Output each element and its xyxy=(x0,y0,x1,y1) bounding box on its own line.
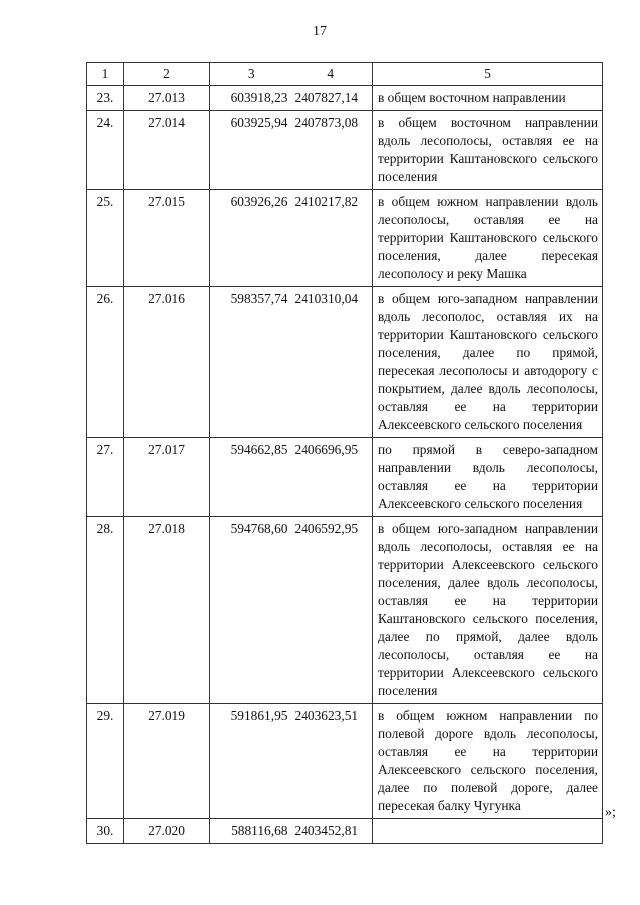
boundary-description: в общем южном направлении по полевой дороге вдоль лесополосы, оставляя ее на территории Алексеевского сельского поселения, далее по полевой дороге, далее пересекая балку Чугунка xyxy=(373,704,603,819)
row-number: 27. xyxy=(87,438,124,517)
coord-x: 603918,23 xyxy=(210,86,290,111)
row-number: 30. xyxy=(87,819,124,844)
header-col-3: 3 xyxy=(210,63,290,86)
coord-y: 2407827,14 xyxy=(290,86,373,111)
boundary-description: в общем южном направлении вдоль лесополосы, оставляя ее на территории Каштановского сельского поселения, далее пересекая лесополосу и реку Машка xyxy=(373,190,603,287)
coord-y: 2407873,08 xyxy=(290,111,373,190)
boundary-description xyxy=(373,819,603,844)
coord-y: 2403452,81 xyxy=(290,819,373,844)
coord-x: 591861,95 xyxy=(210,704,290,819)
point-code: 27.014 xyxy=(124,111,210,190)
table-row xyxy=(87,190,603,287)
point-code: 27.018 xyxy=(124,517,210,704)
coord-x: 588116,68 xyxy=(210,819,290,844)
point-code: 27.016 xyxy=(124,287,210,438)
header-col-2: 2 xyxy=(124,63,210,86)
table-header-row xyxy=(87,63,603,86)
coord-y: 2406592,95 xyxy=(290,517,373,704)
coord-y: 2410310,04 xyxy=(290,287,373,438)
row-number: 23. xyxy=(87,86,124,111)
coord-y: 2406696,95 xyxy=(290,438,373,517)
coord-x: 594768,60 xyxy=(210,517,290,704)
table-row xyxy=(87,111,603,190)
boundary-description: по прямой в северо-западном направлении вдоль лесополосы, оставляя ее на территории Алексеевского сельского поселения xyxy=(373,438,603,517)
coord-y: 2403623,51 xyxy=(290,704,373,819)
boundary-description: в общем юго-западном направлении вдоль лесополос, оставляя их на территории Каштановского сельского поселения, далее по прямой, пересекая лесополосы и автодорогу с покрытием, далее вдоль лесополосы, оставляя ее на территории Алексеевского сельского поселения xyxy=(373,287,603,438)
coord-x: 603925,94 xyxy=(210,111,290,190)
row-number: 24. xyxy=(87,111,124,190)
coord-y: 2410217,82 xyxy=(290,190,373,287)
boundary-description: в общем юго-западном направлении вдоль лесополосы, оставляя ее на территории Алексеевского сельского поселения, далее вдоль лесополосы, оставляя ее на территории Каштановского сельского поселения, далее по прямой, далее вдоль лесополосы, оставляя ее на территории Алексеевского сельского поселения xyxy=(373,517,603,704)
table-row xyxy=(87,819,603,844)
boundary-description: в общем восточном направлении xyxy=(373,86,603,111)
point-code: 27.013 xyxy=(124,86,210,111)
header-col-5: 5 xyxy=(373,63,603,86)
boundary-description: в общем восточном направлении вдоль лесополосы, оставляя ее на территории Каштановского сельского поселения xyxy=(373,111,603,190)
header-col-1: 1 xyxy=(87,63,124,86)
header-col-4: 4 xyxy=(290,63,373,86)
closing-quote-mark: »; xyxy=(605,805,616,820)
row-number: 28. xyxy=(87,517,124,704)
coord-x: 603926,26 xyxy=(210,190,290,287)
table-row xyxy=(87,704,603,819)
point-code: 27.017 xyxy=(124,438,210,517)
table-row xyxy=(87,86,603,111)
point-code: 27.020 xyxy=(124,819,210,844)
point-code: 27.015 xyxy=(124,190,210,287)
point-code: 27.019 xyxy=(124,704,210,819)
table-row xyxy=(87,438,603,517)
coord-x: 594662,85 xyxy=(210,438,290,517)
page-number: 17 xyxy=(313,24,327,39)
row-number: 29. xyxy=(87,704,124,819)
row-number: 26. xyxy=(87,287,124,438)
boundary-points-table xyxy=(86,62,603,844)
table-row xyxy=(87,287,603,438)
row-number: 25. xyxy=(87,190,124,287)
table-row xyxy=(87,517,603,704)
coord-x: 598357,74 xyxy=(210,287,290,438)
